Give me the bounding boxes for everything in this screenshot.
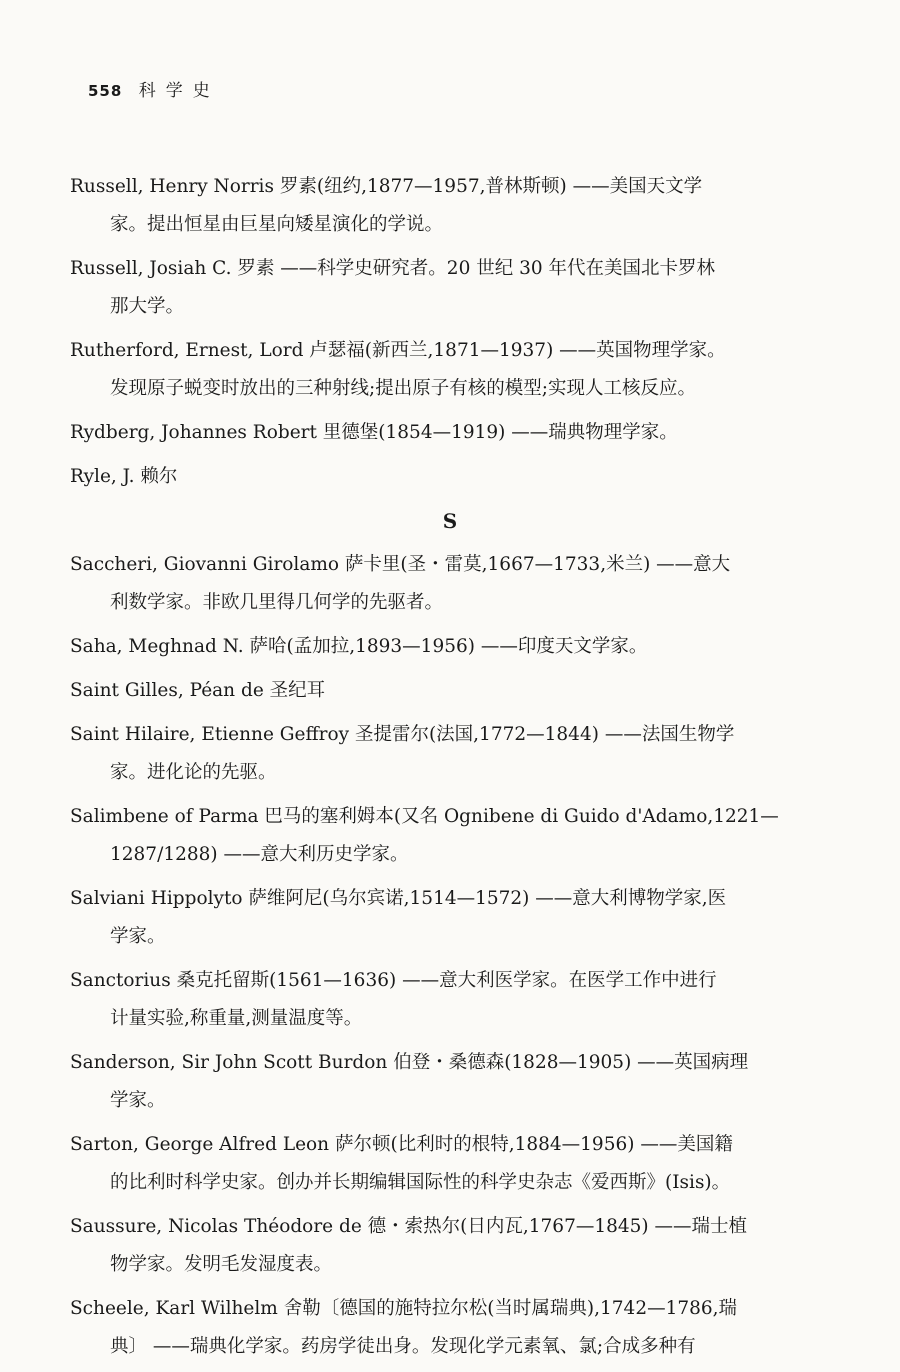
index-entry — [70, 1208, 810, 1284]
index-entry — [70, 546, 810, 622]
index-entry — [70, 798, 810, 874]
index-entry — [70, 880, 810, 956]
index-entry — [70, 1290, 810, 1366]
entry-line: Salimbene of Parma 巴马的塞利姆本(又名 Ognibene di Guido d'Adamo,1221— — [70, 806, 779, 827]
entry-line: Saint Hilaire, Etienne Geffroy 圣提雷尔(法国,1772—1844) ——法国生物学 — [70, 724, 735, 745]
entry-line: Saccheri, Giovanni Girolamo 萨卡里(圣・雷莫,1667—1733,米兰) ——意大 — [70, 554, 731, 575]
entry-line: Saha, Meghnad N. 萨哈(孟加拉,1893—1956) ——印度天文学家。 — [70, 636, 648, 657]
entry-line: Saussure, Nicolas Théodore de 德・索热尔(日内瓦,1767—1845) ——瑞士植 — [70, 1216, 748, 1237]
section-heading: S — [442, 509, 458, 533]
entry-continuation-line: 发现原子蜕变时放出的三种射线;提出原子有核的模型;实现人工核反应。 — [110, 378, 696, 399]
index-entry — [70, 672, 810, 710]
entry-line: Rydberg, Johannes Robert 里德堡(1854—1919) ——瑞典物理学家。 — [70, 422, 678, 443]
entry-continuation-line: 学家。 — [110, 926, 166, 947]
entries-s — [70, 546, 810, 1366]
book-title: 科学史 — [138, 81, 220, 101]
entry-continuation-line: 家。进化论的先驱。 — [110, 762, 277, 783]
entry-continuation-line: 1287/1288) ——意大利历史学家。 — [110, 844, 409, 865]
index-entry — [70, 168, 810, 244]
entry-line: Sanderson, Sir John Scott Burdon 伯登・桑德森(1828—1905) ——英国病理 — [70, 1052, 749, 1073]
entry-continuation-line: 学家。 — [110, 1090, 166, 1111]
entry-continuation-line: 家。提出恒星由巨星向矮星演化的学说。 — [110, 214, 444, 235]
index-entry — [70, 332, 810, 408]
entry-line: Russell, Josiah C. 罗素 ——科学史研究者。20 世纪 30 年代在美国北卡罗林 — [70, 258, 716, 279]
entry-line: Russell, Henry Norris 罗素(纽约,1877—1957,普林斯顿) ——美国天文学 — [70, 176, 703, 197]
index-entry — [70, 716, 810, 792]
index-entry — [70, 1044, 810, 1120]
index-entry — [70, 414, 810, 452]
entry-continuation-line: 计量实验,称重量,测量温度等。 — [110, 1008, 363, 1029]
entry-line: Sanctorius 桑克托留斯(1561—1636) ——意大利医学家。在医学工作中进行 — [70, 970, 717, 991]
entry-continuation-line: 利数学家。非欧几里得几何学的先驱者。 — [110, 592, 444, 613]
entries-r — [70, 168, 810, 496]
entry-continuation-line: 那大学。 — [110, 296, 185, 317]
index-entry — [70, 458, 810, 496]
index-entry — [70, 1126, 810, 1202]
entry-line: Rutherford, Ernest, Lord 卢瑟福(新西兰,1871—1937) ——英国物理学家。 — [70, 340, 726, 361]
entry-line: Sarton, George Alfred Leon 萨尔顿(比利时的根特,1884—1956) ——美国籍 — [70, 1134, 733, 1155]
index-entry — [70, 250, 810, 326]
entry-line: Saint Gilles, Péan de 圣纪耳 — [70, 680, 326, 701]
entry-continuation-line: 物学家。发明毛发湿度表。 — [110, 1254, 333, 1275]
entry-line: Ryle, J. 赖尔 — [70, 466, 178, 487]
index-entry — [70, 962, 810, 1038]
entry-line: Scheele, Karl Wilhelm 舍勒〔德国的施特拉尔松(当时属瑞典),1742—1786,瑞 — [70, 1298, 738, 1319]
page-number: 558 — [88, 82, 123, 100]
running-header — [88, 76, 220, 101]
entry-continuation-line: 典〕 ——瑞典化学家。药房学徒出身。发现化学元素氧、氯;合成多种有 — [110, 1336, 696, 1357]
entry-continuation-line: 的比利时科学史家。创办并长期编辑国际性的科学史杂志《爱西斯》(Isis)。 — [110, 1172, 731, 1193]
index-entries — [70, 168, 810, 1372]
index-entry — [70, 628, 810, 666]
entry-line: Salviani Hippolyto 萨维阿尼(乌尔宾诺,1514—1572) ——意大利博物学家,医 — [70, 888, 727, 909]
